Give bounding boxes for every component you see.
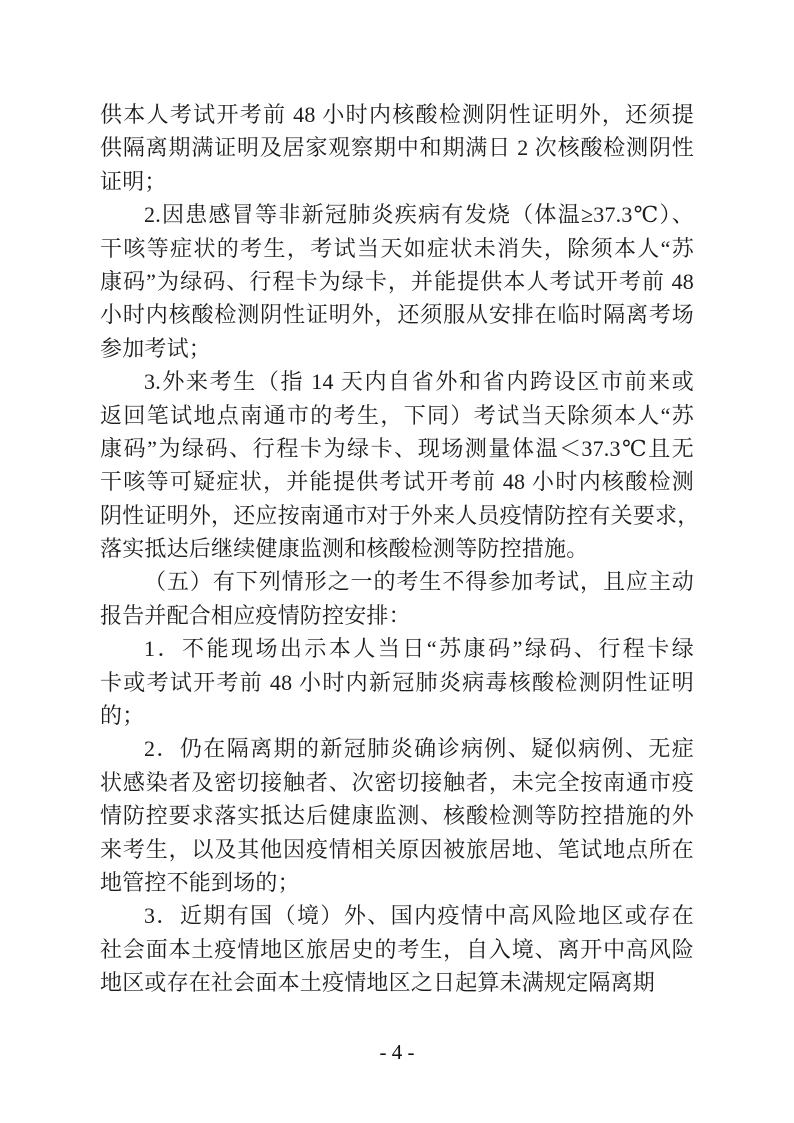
text-line: 状感染者及密切接触者、次密切接触者，未完全按南通市疫 [100,769,694,795]
text-line: （五）有下列情形之一的考生不得参加考试，且应主动 [144,569,694,595]
paragraph [100,565,694,632]
text-line: 地区或存在社会面本土疫情地区之日起算未满规定隔离期 [100,970,656,996]
text-line: 2．仍在隔离期的新冠肺炎确诊病例、疑似病例、无症 [144,736,694,762]
text-line: 参加考试； [100,335,212,361]
text-line: 阴性证明外，还应按南通市对于外来人员疫情防控有关要求， [100,502,700,528]
text-line: 3.外来考生（指 14 天内自省外和省内跨设区市前来或 [144,369,694,395]
text-line: 证明； [100,168,167,194]
document-body [100,98,700,1000]
text-line: 康码”为绿码、行程卡为绿卡，并能提供本人考试开考前 48 [100,268,694,294]
paragraph [100,98,694,198]
paragraph [100,365,700,565]
text-line: 供隔离期满证明及居家观察期中和期满日 2 次核酸检测阴性 [100,135,694,161]
text-line: 的； [100,703,145,729]
page-footer [0,1040,794,1065]
text-line: 情防控要求落实抵达后健康监测、核酸检测等防控措施的外 [100,803,694,829]
text-line: 卡或考试开考前 48 小时内新冠肺炎病毒核酸检测阴性证明 [100,669,694,695]
paragraph [100,198,694,365]
text-line: 干咳等可疑症状，并能提供考试开考前 48 小时内核酸检测 [100,469,694,495]
text-line: 落实抵达后继续健康监测和核酸检测等防控措施。 [100,536,589,562]
page-number: - 4 - [379,1040,415,1064]
text-line: 小时内核酸检测阴性证明外，还须服从安排在临时隔离考场 [100,302,694,328]
text-line: 报告并配合相应疫情防控安排： [100,602,411,628]
text-line: 1．不能现场出示本人当日“苏康码”绿码、行程卡绿 [144,636,694,662]
text-line: 3．近期有国（境）外、国内疫情中高风险地区或存在 [144,903,694,929]
text-line: 干咳等症状的考生，考试当天如症状未消失，除须本人“苏 [100,235,694,261]
text-line: 社会面本土疫情地区旅居史的考生，自入境、离开中高风险 [100,936,694,962]
text-line: 返回笔试地点南通市的考生，下同）考试当天除须本人“苏 [100,402,694,428]
text-line: 来考生，以及其他因疫情相关原因被旅居地、笔试地点所在 [100,836,694,862]
paragraph [100,899,694,999]
paragraph [100,732,694,899]
text-line: 2.因患感冒等非新冠肺炎疾病有发烧（体温≥37.3℃）、 [144,202,694,228]
paragraph [100,632,694,732]
text-line: 供本人考试开考前 48 小时内核酸检测阴性证明外，还须提 [100,102,694,127]
text-line: 康码”为绿码、行程卡为绿卡、现场测量体温＜37.3℃且无 [100,435,694,461]
text-line: 地管控不能到场的； [100,869,300,895]
